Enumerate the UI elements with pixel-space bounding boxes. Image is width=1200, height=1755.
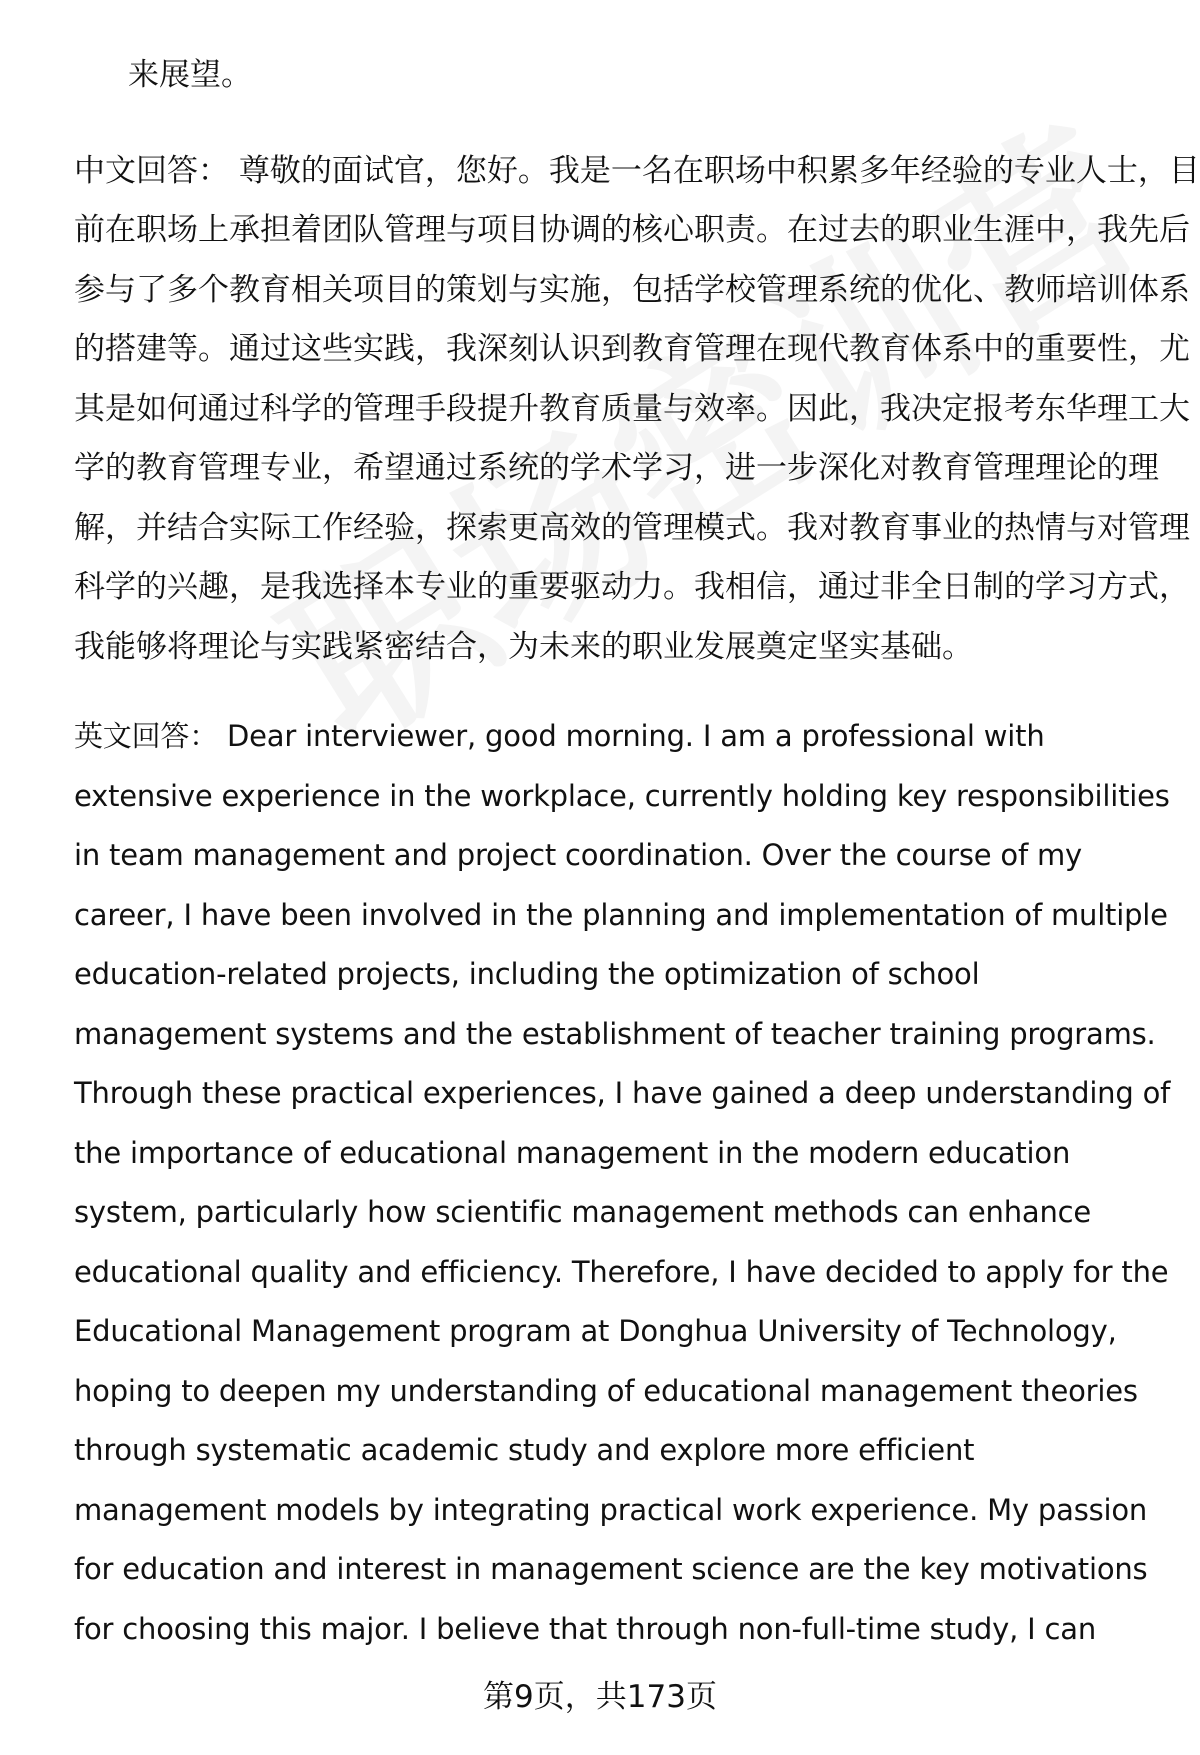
en-answer-line: education-related projects, including the optimization of school (74, 957, 980, 991)
en-answer-line: for choosing this major. I believe that through non-full-time study, I can (74, 1612, 1097, 1646)
cn-answer-line: 中文回答： 尊敬的面试官，您好。我是一名在职场中积累多年经验的专业人士，目 (74, 153, 1200, 189)
cn-answer-line: 参与了多个教育相关项目的策划与实施，包括学校管理系统的优化、教师培训体系 (74, 272, 1190, 308)
en-answer-line: in team management and project coordination. Over the course of my (74, 838, 1083, 872)
en-answer-line: Educational Management program at Donghua University of Technology, (74, 1314, 1117, 1348)
cn-answer-line: 前在职场上承担着团队管理与项目协调的核心职责。在过去的职业生涯中，我先后 (74, 212, 1190, 248)
cn-answer-line: 我能够将理论与实践紧密结合，为未来的职业发展奠定坚实基础。 (74, 629, 973, 665)
en-answer-line: the importance of educational management in the modern education (74, 1136, 1071, 1170)
cn-answer-line: 其是如何通过科学的管理手段提升教育质量与效率。因此，我决定报考东华理工大 (74, 391, 1190, 427)
en-answer-line: management systems and the establishment of teacher training programs. (74, 1017, 1156, 1051)
en-answer-line: 英文回答： Dear interviewer, good morning. I am a professional with (74, 719, 1045, 753)
intro-line: 来展望。 (128, 57, 252, 93)
en-answer-line: hoping to deepen my understanding of educational management theories (74, 1374, 1138, 1408)
en-answer-line: management models by integrating practical work experience. My passion (74, 1493, 1148, 1527)
en-answer-line: extensive experience in the workplace, currently holding key responsibilities (74, 779, 1170, 813)
cn-answer-line: 科学的兴趣，是我选择本专业的重要驱动力。我相信，通过非全日制的学习方式， (74, 569, 1190, 605)
en-answer-line: through systematic academic study and explore more efficient (74, 1433, 975, 1467)
cn-answer-line: 的搭建等。通过这些实践，我深刻认识到教育管理在现代教育体系中的重要性，尤 (74, 331, 1190, 367)
cn-answer-line: 学的教育管理专业，希望通过系统的学术学习，进一步深化对教育管理理论的理 (74, 450, 1159, 486)
cn-answer-line: 解，并结合实际工作经验，探索更高效的管理模式。我对教育事业的热情与对管理 (74, 510, 1190, 546)
en-answer-line: for education and interest in management science are the key motivations (74, 1552, 1148, 1586)
en-answer-line: educational quality and efficiency. Therefore, I have decided to apply for the (74, 1255, 1169, 1289)
en-answer-line: system, particularly how scientific management methods can enhance (74, 1195, 1092, 1229)
en-answer-line: Through these practical experiences, I have gained a deep understanding of (74, 1076, 1171, 1110)
page-footer: 第9页，共173页 (483, 1679, 717, 1715)
en-answer-line: career, I have been involved in the planning and implementation of multiple (74, 898, 1168, 932)
